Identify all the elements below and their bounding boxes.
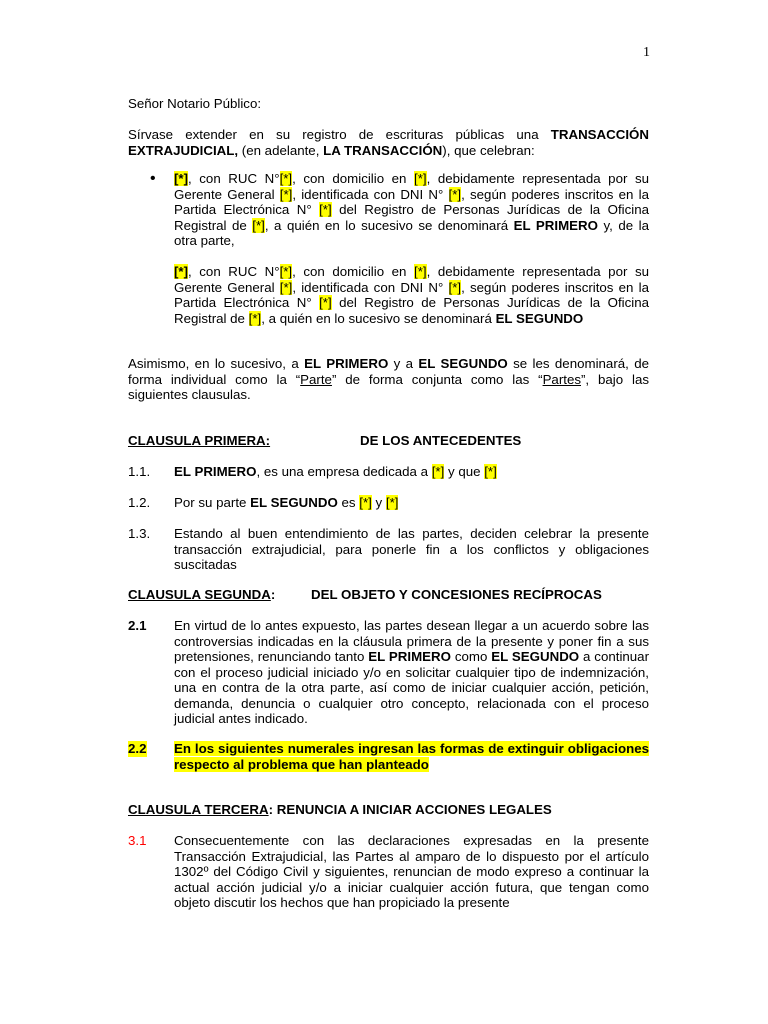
salutation: Señor Notario Público:: [128, 96, 262, 111]
intro-paragraph: Sírvase extender en su registro de escrituras públicas una TRANSACCIÓN EXTRAJUDICIAL, (en adelante, LA TRANSACCIÓN), que celebran:: [128, 127, 649, 158]
clause-two-title: DEL OBJETO Y CONCESIONES RECÍPROCAS: [311, 587, 602, 602]
asimismo-paragraph: Asimismo, en lo sucesivo, a EL PRIMERO y a EL SEGUNDO se les denominará, de forma individual como la “Parte” de forma conjunta como las “Partes”, bajo las siguientes clausulas.: [128, 356, 649, 402]
clause-one-heading: [128, 433, 270, 449]
item-number: 1.3.: [128, 526, 151, 541]
item-number: 1.2.: [128, 495, 151, 510]
item-3-1-text: Consecuentemente con las declaraciones expresadas en la presente Transacción Extrajudicial, las Partes al amparo de lo dispuesto por el artículo 1302º del Código Civil y siguientes, renuncian de modo expreso a continuar la actual acción judicial y/o a iniciar cualquier acción futura, que tengan como objeto discutir los hechos que han propiciado la presente: [174, 833, 649, 910]
clause-two-label: CLAUSULA SEGUNDA: [128, 587, 271, 602]
item-1-2-text: Por su parte EL SEGUNDO es [*] y [*]: [174, 495, 399, 510]
bullet-icon: •: [150, 170, 156, 187]
clause-three-title: : RENUNCIA A INICIAR ACCIONES LEGALES: [268, 802, 552, 817]
item-1-1-text: EL PRIMERO, es una empresa dedicada a [*] y que [*]: [174, 464, 497, 479]
party-two-paragraph: [*], con RUC N°[*], con domicilio en [*], debidamente representada por su Gerente General [*], identificada con DNI N° [*], según poderes inscritos en la Partida Electrónica N° [*] del Registro de Personas Jurídicas de la Oficina Registral de [*], a quién en lo sucesivo se denominará EL SEGUNDO: [174, 264, 649, 326]
clause-one-label: CLAUSULA PRIMERA:: [128, 433, 271, 448]
clause-three-heading: [128, 802, 552, 818]
item-number: 2.1: [128, 618, 147, 633]
clause-one-title: DE LOS ANTECEDENTES: [360, 433, 522, 448]
party-one-paragraph: [*], con RUC N°[*], con domicilio en [*], debidamente representada por su Gerente General [*], identificada con DNI N° [*], según poderes inscritos en la Partida Electrónica N° [*] del Registro de Personas Jurídicas de la Oficina Registral de [*], a quién en lo sucesivo se denominará EL PRIMERO y, de la otra parte,: [174, 171, 649, 248]
page-number: 1: [643, 45, 650, 60]
item-number: 2.2: [128, 741, 147, 756]
item-2-2-text: En los siguientes numerales ingresan las formas de extinguir obligaciones respecto al problema que han planteado: [174, 741, 649, 772]
item-1-3-text: Estando al buen entendimiento de las partes, deciden celebrar la presente transacción extrajudicial, para ponerle fin a los conflictos y obligaciones suscitadas: [174, 526, 649, 572]
clause-three-label: CLAUSULA TERCERA: [128, 802, 269, 817]
item-number: 1.1.: [128, 464, 151, 479]
clause-two-heading: CLAUSULA SEGUNDA:: [128, 587, 276, 602]
item-number: 3.1: [128, 833, 147, 848]
item-2-1-text: En virtud de lo antes expuesto, las partes desean llegar a un acuerdo sobre las controversias indicadas en la cláusula primera de la presente y poner fin a sus pretensiones, renunciando tanto EL PRIMERO como EL SEGUNDO a continuar con el proceso judicial iniciado y/o en solicitar cualquier tipo de indemnización, una en contra de la otra parte, así como de iniciar cualquier acción, petición, demanda, denuncia o cualquier otro concepto, relacionada con el proceso judicial antes indicado.: [174, 618, 650, 726]
